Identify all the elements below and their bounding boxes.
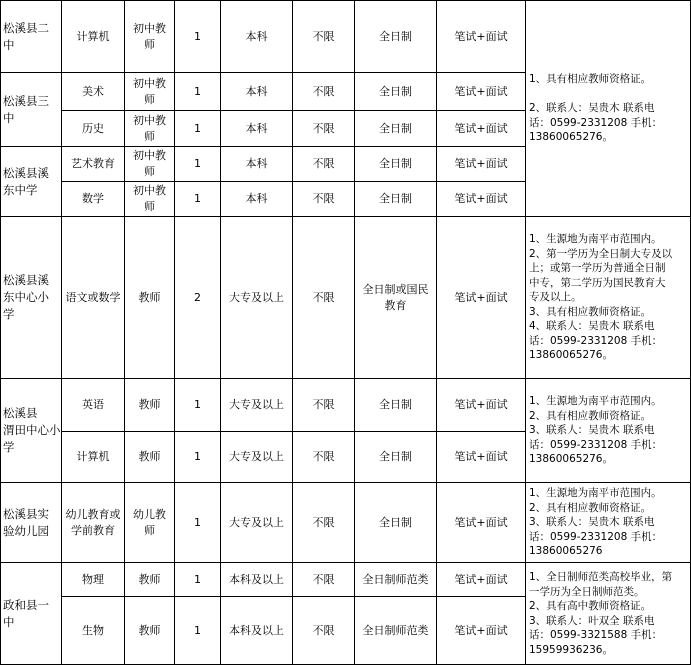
post-cell: 教师 (125, 379, 175, 432)
exam-cell: 笔试+面试 (437, 1, 526, 73)
subject-cell: 计算机 (62, 432, 125, 483)
education-cell: 本科 (221, 1, 293, 73)
mode-cell: 全日制或国民 教育 (355, 217, 437, 379)
subject-cell: 物理 (62, 563, 125, 597)
subject-cell: 计算机 (62, 1, 125, 73)
post-cell: 初中教 师 (125, 182, 175, 217)
subject-cell: 数学 (62, 182, 125, 217)
count-cell: 1 (175, 147, 221, 182)
age-cell: 不限 (293, 597, 355, 665)
education-cell: 本科及以上 (221, 597, 293, 665)
unit-cell: 松溪县 渭田中心小 学 (1, 379, 62, 483)
unit-cell: 松溪县溪 东中心小 学 (1, 217, 62, 379)
subject-cell: 幼儿教育或 学前教育 (62, 483, 125, 563)
subject-cell: 生物 (62, 597, 125, 665)
unit-cell: 松溪县三 中 (1, 73, 62, 147)
count-cell: 1 (175, 111, 221, 147)
mode-cell: 全日制 (355, 182, 437, 217)
mode-cell: 全日制 (355, 111, 437, 147)
table-row (1, 483, 691, 563)
requirements-cell: 1、生源地为南平市范围内。 2、第一学历为全日制大专及以 上；或第一学历为普通全日制 中专，第二学历为国民教育大 专及以上。 3、具有相应教师资格证。 4、联系人：吴贵木 联系电 话：0599-2331208 手机： 13860065276。 (526, 217, 691, 379)
unit-cell: 政和县一 中 (1, 563, 62, 665)
age-cell: 不限 (293, 1, 355, 73)
unit-cell: 松溪县溪 东中学 (1, 147, 62, 217)
age-cell: 不限 (293, 182, 355, 217)
exam-cell: 笔试+面试 (437, 217, 526, 379)
education-cell: 本科 (221, 182, 293, 217)
age-cell: 不限 (293, 379, 355, 432)
unit-cell: 松溪县二 中 (1, 1, 62, 73)
post-cell: 初中教 师 (125, 73, 175, 111)
age-cell: 不限 (293, 217, 355, 379)
exam-cell: 笔试+面试 (437, 563, 526, 597)
table-row (1, 379, 691, 432)
requirements-cell: 1、生源地为南平市范围内。 2、具有相应教师资格证。 3、联系人：吴贵木 联系电 话：0599-2331208 手机： 13860065276。 (526, 379, 691, 483)
count-cell: 1 (175, 432, 221, 483)
table-row (1, 563, 691, 597)
mode-cell: 全日制师范类 (355, 563, 437, 597)
education-cell: 本科及以上 (221, 563, 293, 597)
post-cell: 教师 (125, 563, 175, 597)
count-cell: 1 (175, 1, 221, 73)
subject-cell: 语文或数学 (62, 217, 125, 379)
requirements-cell: 1、具有相应教师资格证。 2、联系人：吴贵木 联系电 话：0599-2331208 手机： 13860065276。 (526, 1, 691, 217)
exam-cell: 笔试+面试 (437, 432, 526, 483)
count-cell: 1 (175, 182, 221, 217)
age-cell: 不限 (293, 483, 355, 563)
unit-cell: 松溪县实 验幼儿园 (1, 483, 62, 563)
post-cell: 教师 (125, 217, 175, 379)
education-cell: 本科 (221, 73, 293, 111)
exam-cell: 笔试+面试 (437, 483, 526, 563)
education-cell: 本科 (221, 147, 293, 182)
mode-cell: 全日制师范类 (355, 597, 437, 665)
subject-cell: 美术 (62, 73, 125, 111)
requirements-cell: 1、全日制师范类高校毕业，第 一学历为全日制师范类。 2、具有高中教师资格证。 3、联系人：叶双全 联系电 话：0599-3321588 手机： 15959936236。 (526, 563, 691, 665)
subject-cell: 艺术教育 (62, 147, 125, 182)
subject-cell: 英语 (62, 379, 125, 432)
mode-cell: 全日制 (355, 1, 437, 73)
post-cell: 初中教 师 (125, 111, 175, 147)
count-cell: 1 (175, 483, 221, 563)
mode-cell: 全日制 (355, 432, 437, 483)
exam-cell: 笔试+面试 (437, 597, 526, 665)
exam-cell: 笔试+面试 (437, 182, 526, 217)
education-cell: 大专及以上 (221, 379, 293, 432)
age-cell: 不限 (293, 111, 355, 147)
education-cell: 大专及以上 (221, 217, 293, 379)
post-cell: 初中教 师 (125, 147, 175, 182)
age-cell: 不限 (293, 432, 355, 483)
education-cell: 大专及以上 (221, 483, 293, 563)
table-row (1, 1, 691, 73)
education-cell: 大专及以上 (221, 432, 293, 483)
subject-cell: 历史 (62, 111, 125, 147)
exam-cell: 笔试+面试 (437, 111, 526, 147)
requirements-cell: 1、生源地为南平市范围内。 2、具有相应教师资格证。 3、联系人：吴贵木 联系电 话：0599-2331208 手机： 13860065276 (526, 483, 691, 563)
count-cell: 1 (175, 73, 221, 111)
count-cell: 1 (175, 379, 221, 432)
count-cell: 1 (175, 597, 221, 665)
table-row (1, 217, 691, 379)
count-cell: 1 (175, 563, 221, 597)
mode-cell: 全日制 (355, 379, 437, 432)
age-cell: 不限 (293, 563, 355, 597)
age-cell: 不限 (293, 73, 355, 111)
post-cell: 教师 (125, 597, 175, 665)
exam-cell: 笔试+面试 (437, 73, 526, 111)
post-cell: 初中教 师 (125, 1, 175, 73)
post-cell: 幼儿教 师 (125, 483, 175, 563)
exam-cell: 笔试+面试 (437, 147, 526, 182)
count-cell: 2 (175, 217, 221, 379)
mode-cell: 全日制 (355, 483, 437, 563)
age-cell: 不限 (293, 147, 355, 182)
mode-cell: 全日制 (355, 147, 437, 182)
post-cell: 教师 (125, 432, 175, 483)
education-cell: 本科 (221, 111, 293, 147)
exam-cell: 笔试+面试 (437, 379, 526, 432)
mode-cell: 全日制 (355, 73, 437, 111)
